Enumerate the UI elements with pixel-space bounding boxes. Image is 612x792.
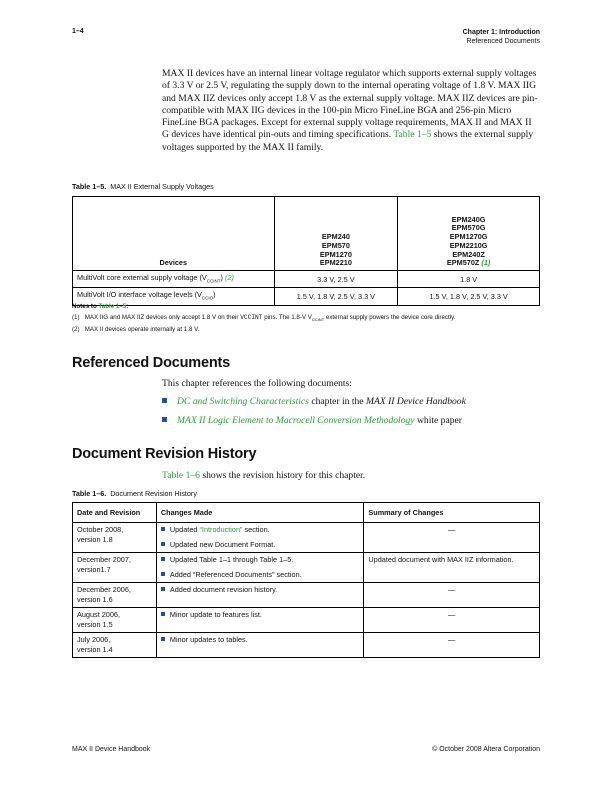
table-1-6-caption: Table 1–6. Document Revision History bbox=[72, 489, 197, 498]
note-1: (1) MAX IIG and MAX IIZ devices only accept 1.8 V on their VCCINT pins. The 1.8-V $V_{CCINT}$ external supply powers the device core directly. bbox=[72, 313, 456, 322]
referenced-documents-heading: Referenced Documents bbox=[72, 355, 230, 371]
bullet-icon bbox=[161, 572, 165, 576]
bullet-icon bbox=[162, 417, 167, 422]
bullet-icon bbox=[162, 398, 167, 403]
table-1-5-link[interactable]: Table 1–5 bbox=[393, 129, 432, 141]
dc-switching-link[interactable]: DC and Switching Characteristics bbox=[177, 396, 309, 407]
table-row: October 2008, version 1.8 Updated “Introduction” section. Updated new Document Format. — bbox=[73, 523, 540, 553]
referenced-documents-intro: This chapter references the following documents: bbox=[162, 378, 352, 389]
introduction-link[interactable]: “Introduction” bbox=[199, 525, 243, 534]
section-title: Referenced Documents bbox=[466, 38, 540, 45]
page-number: 1–4 bbox=[72, 28, 84, 35]
table-1-5-caption: Table 1–5. MAX II External Supply Voltages bbox=[72, 182, 214, 191]
table-row: December 2006, version 1.6 Added document revision history. — bbox=[73, 583, 540, 608]
table-row: December 2007, version1.7 Updated Table 1–1 through Table 1–5. Added “Referenced Documents” section. Updated document with MAX IIZ information. bbox=[73, 553, 540, 583]
table-notes bbox=[72, 302, 540, 336]
note-1-link[interactable]: (1) bbox=[481, 258, 491, 268]
table-row: August 2006, version 1.5 Minor update to features list. — bbox=[73, 608, 540, 633]
chapter-title: Chapter 1: Introduction bbox=[462, 29, 540, 36]
device-group-2: EPM240G EPM570G EPM1270G EPM2210G EPM240Z EPM570Z (1) bbox=[398, 197, 540, 271]
bullet-icon bbox=[161, 612, 165, 616]
intro-paragraph: MAX II devices have an internal linear voltage regulator which supports external supply voltages of 3.3 V or 2.5 V, regulating the supply down to the internal operating voltage of 1.8 V. MAX IIG and MAX IIZ devices only accept 1.8 V as the external supply voltage. MAX IIZ devices are pin-compatible with MAX IIG devices in the 100-pin Micro FineLine BGA and 256-pin Micro FineLine BGA packages. Except for external supply voltage requirements, MAX II and MAX II G devices have identical pin-outs and timing specifications. Table 1–5 shows the external supply voltages supported by the MAX II family. bbox=[162, 68, 538, 153]
row-label: MultiVolt I/O interface voltage levels $(V_{CCIO})$ bbox=[73, 288, 275, 305]
list-item: DC and Switching Characteristics chapter in the MAX II Device Handbook bbox=[162, 396, 540, 408]
table-row: MultiVolt I/O interface voltage levels $(V_{CCIO})$ 1.5 V, 1.8 V, 2.5 V, 3.3 V 1.5 V, 1.8 V, 2.5 V, 3.3 V bbox=[73, 288, 540, 305]
footer-handbook-title: MAX II Device Handbook bbox=[72, 746, 151, 753]
notes-title: Notes to Table 1–5: bbox=[72, 303, 129, 310]
running-header bbox=[463, 28, 540, 46]
bullet-icon bbox=[161, 557, 165, 561]
table-row: MultiVolt core external supply voltage $(V_{CCINT})$ (2) 3.3 V, 2.5 V 1.8 V bbox=[73, 271, 540, 288]
revision-history-table bbox=[72, 502, 540, 658]
bullet-icon bbox=[161, 637, 165, 641]
revision-history-intro: Table 1–6 shows the revision history for this chapter. bbox=[162, 470, 366, 481]
conversion-methodology-link[interactable]: MAX II Logic Element to Macrocell Conversion Methodology bbox=[177, 415, 415, 426]
table-1-6-link[interactable]: Table 1–6 bbox=[162, 470, 200, 481]
revision-history-heading: Document Revision History bbox=[72, 446, 257, 462]
note-2: (2) MAX II devices operate internally at 1.8 V. bbox=[72, 326, 200, 334]
bullet-icon bbox=[161, 587, 165, 591]
table-header-row: Date and Revision Changes Made Summary of Changes bbox=[73, 503, 540, 523]
list-item: MAX II Logic Element to Macrocell Conversion Methodology white paper bbox=[162, 415, 540, 427]
bullet-icon bbox=[161, 542, 165, 546]
footer-copyright: © October 2008 Altera Corporation bbox=[432, 746, 540, 753]
table-row: July 2006, version 1.4 Minor updates to tables. — bbox=[73, 633, 540, 658]
supply-voltage-table bbox=[72, 196, 540, 306]
referenced-documents-list bbox=[162, 396, 540, 434]
devices-header: Devices bbox=[73, 197, 275, 271]
device-group-1: EPM240 EPM570 EPM1270 EPM2210 bbox=[274, 197, 398, 271]
row-label: MultiVolt core external supply voltage $(V_{CCINT})$ (2) bbox=[73, 271, 275, 288]
notes-table-link[interactable]: Table 1–5 bbox=[98, 303, 127, 310]
bullet-icon bbox=[161, 527, 165, 531]
note-2-link[interactable]: (2) bbox=[225, 273, 234, 282]
